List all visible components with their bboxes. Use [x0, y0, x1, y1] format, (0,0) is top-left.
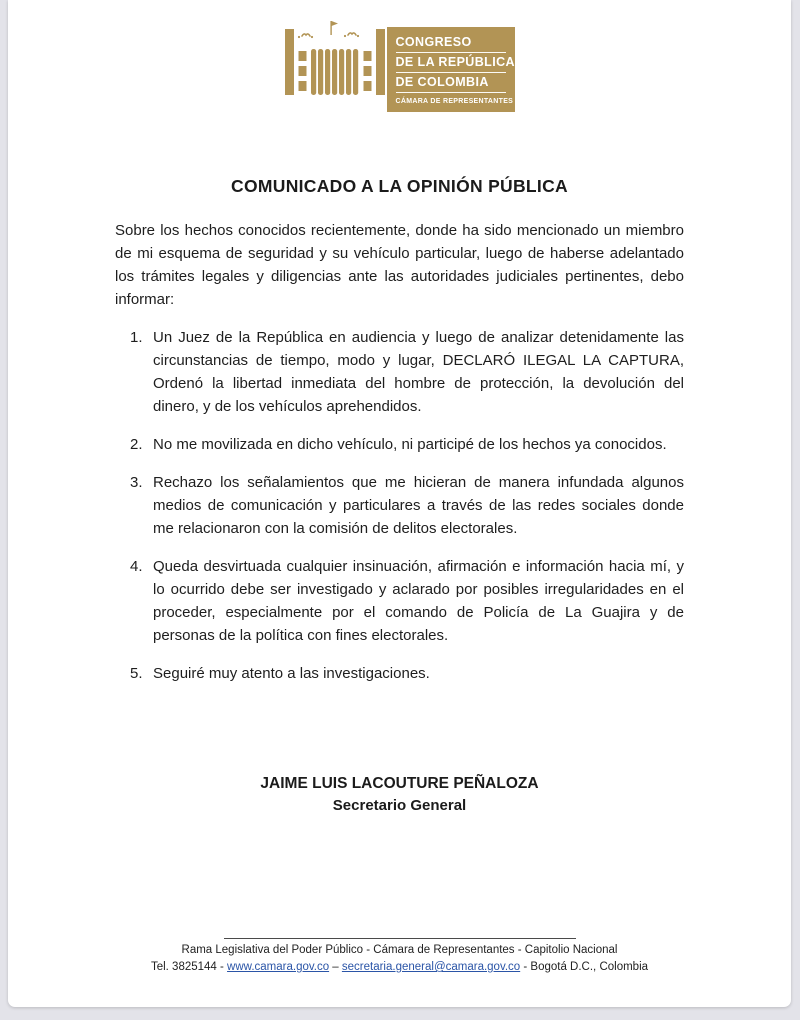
list-item-3 — [115, 471, 684, 540]
intro-paragraph: Sobre los hechos conocidos recientemente, donde ha sido mencionado un miembro de mi esquema de seguridad y su vehículo particular, luego de haberse adelantado los trámites legales y diligencias ante las autoridades judiciales pertinentes, debo informar: — [115, 222, 684, 308]
signature-role: Secretario General — [332, 797, 467, 814]
footer-divider — [224, 938, 576, 939]
signature-block — [115, 773, 684, 817]
list-item-4-number: 4. — [130, 558, 143, 575]
logo-line-congreso: CONGRESO — [396, 33, 506, 53]
footer-telephone: Tel. 3825144 - — [150, 961, 228, 973]
footer-email-link[interactable]: secretaria.general@camara.gov.co — [341, 961, 521, 973]
footer-line-1: Rama Legislativa del Poder Público - Cámara de Representantes - Capitolio Nacional — [181, 944, 618, 956]
page-footer — [8, 938, 791, 976]
list-item-2-number: 2. — [130, 436, 143, 453]
signature-name: JAIME LUIS LACOUTURE PEÑALOZA — [260, 775, 539, 792]
list-item-5 — [115, 662, 684, 685]
list-item-1 — [115, 326, 684, 418]
list-item-5-number: 5. — [130, 665, 143, 682]
list-item-3-text: Rechazo los señalamientos que me hicieran de manera infundada algunos medios de comunicación y particulares a través de las redes sociales donde me relacionaron con la comisión de delitos electorales. — [153, 474, 684, 537]
congress-logo-textbox — [387, 27, 515, 112]
congress-logo — [8, 0, 791, 112]
list-item-3-number: 3. — [130, 474, 143, 491]
list-item-1-text: Un Juez de la República en audiencia y luego de analizar detenidamente las circunstancias de tiempo, modo y lugar, DECLARÓ ILEGAL LA CAPTURA, Ordenó la libertad inmediata del hombre de protección, la devolución del dinero, y de los vehículos aprehendidos. — [153, 329, 684, 415]
list-item-4 — [115, 555, 684, 647]
list-item-4-text: Queda desvirtuada cualquier insinuación, afirmación e información hacia mí, y lo ocurrido debe ser investigado y aclarado por posibles irregularidades en el proceder, especialmente por el comando de Policía de La Guajira y de personas de la política con fines electorales. — [153, 558, 684, 644]
logo-line-colombia: DE COLOMBIA — [396, 73, 506, 93]
list-item-2-text: No me movilizada en dicho vehículo, ni participé de los hechos ya conocidos. — [153, 436, 667, 453]
footer-line-2 — [8, 959, 791, 976]
logo-line-camara: CÁMARA DE REPRESENTANTES — [395, 98, 514, 105]
document-title: COMUNICADO A LA OPINIÓN PÚBLICA — [231, 176, 568, 196]
logo-line-republica: DE LA REPÚBLICA — [396, 53, 506, 73]
list-item-1-number: 1. — [130, 329, 143, 346]
list-item-2 — [115, 433, 684, 456]
document-page — [8, 0, 791, 1007]
document-body — [115, 219, 684, 817]
footer-separator: – — [329, 961, 342, 973]
capitol-columns-icon — [285, 15, 385, 101]
footer-website-link[interactable]: www.camara.gov.co — [227, 961, 330, 973]
footer-location: - Bogotá D.C., Colombia — [520, 961, 649, 973]
list-item-5-text: Seguiré muy atento a las investigaciones. — [153, 665, 430, 682]
